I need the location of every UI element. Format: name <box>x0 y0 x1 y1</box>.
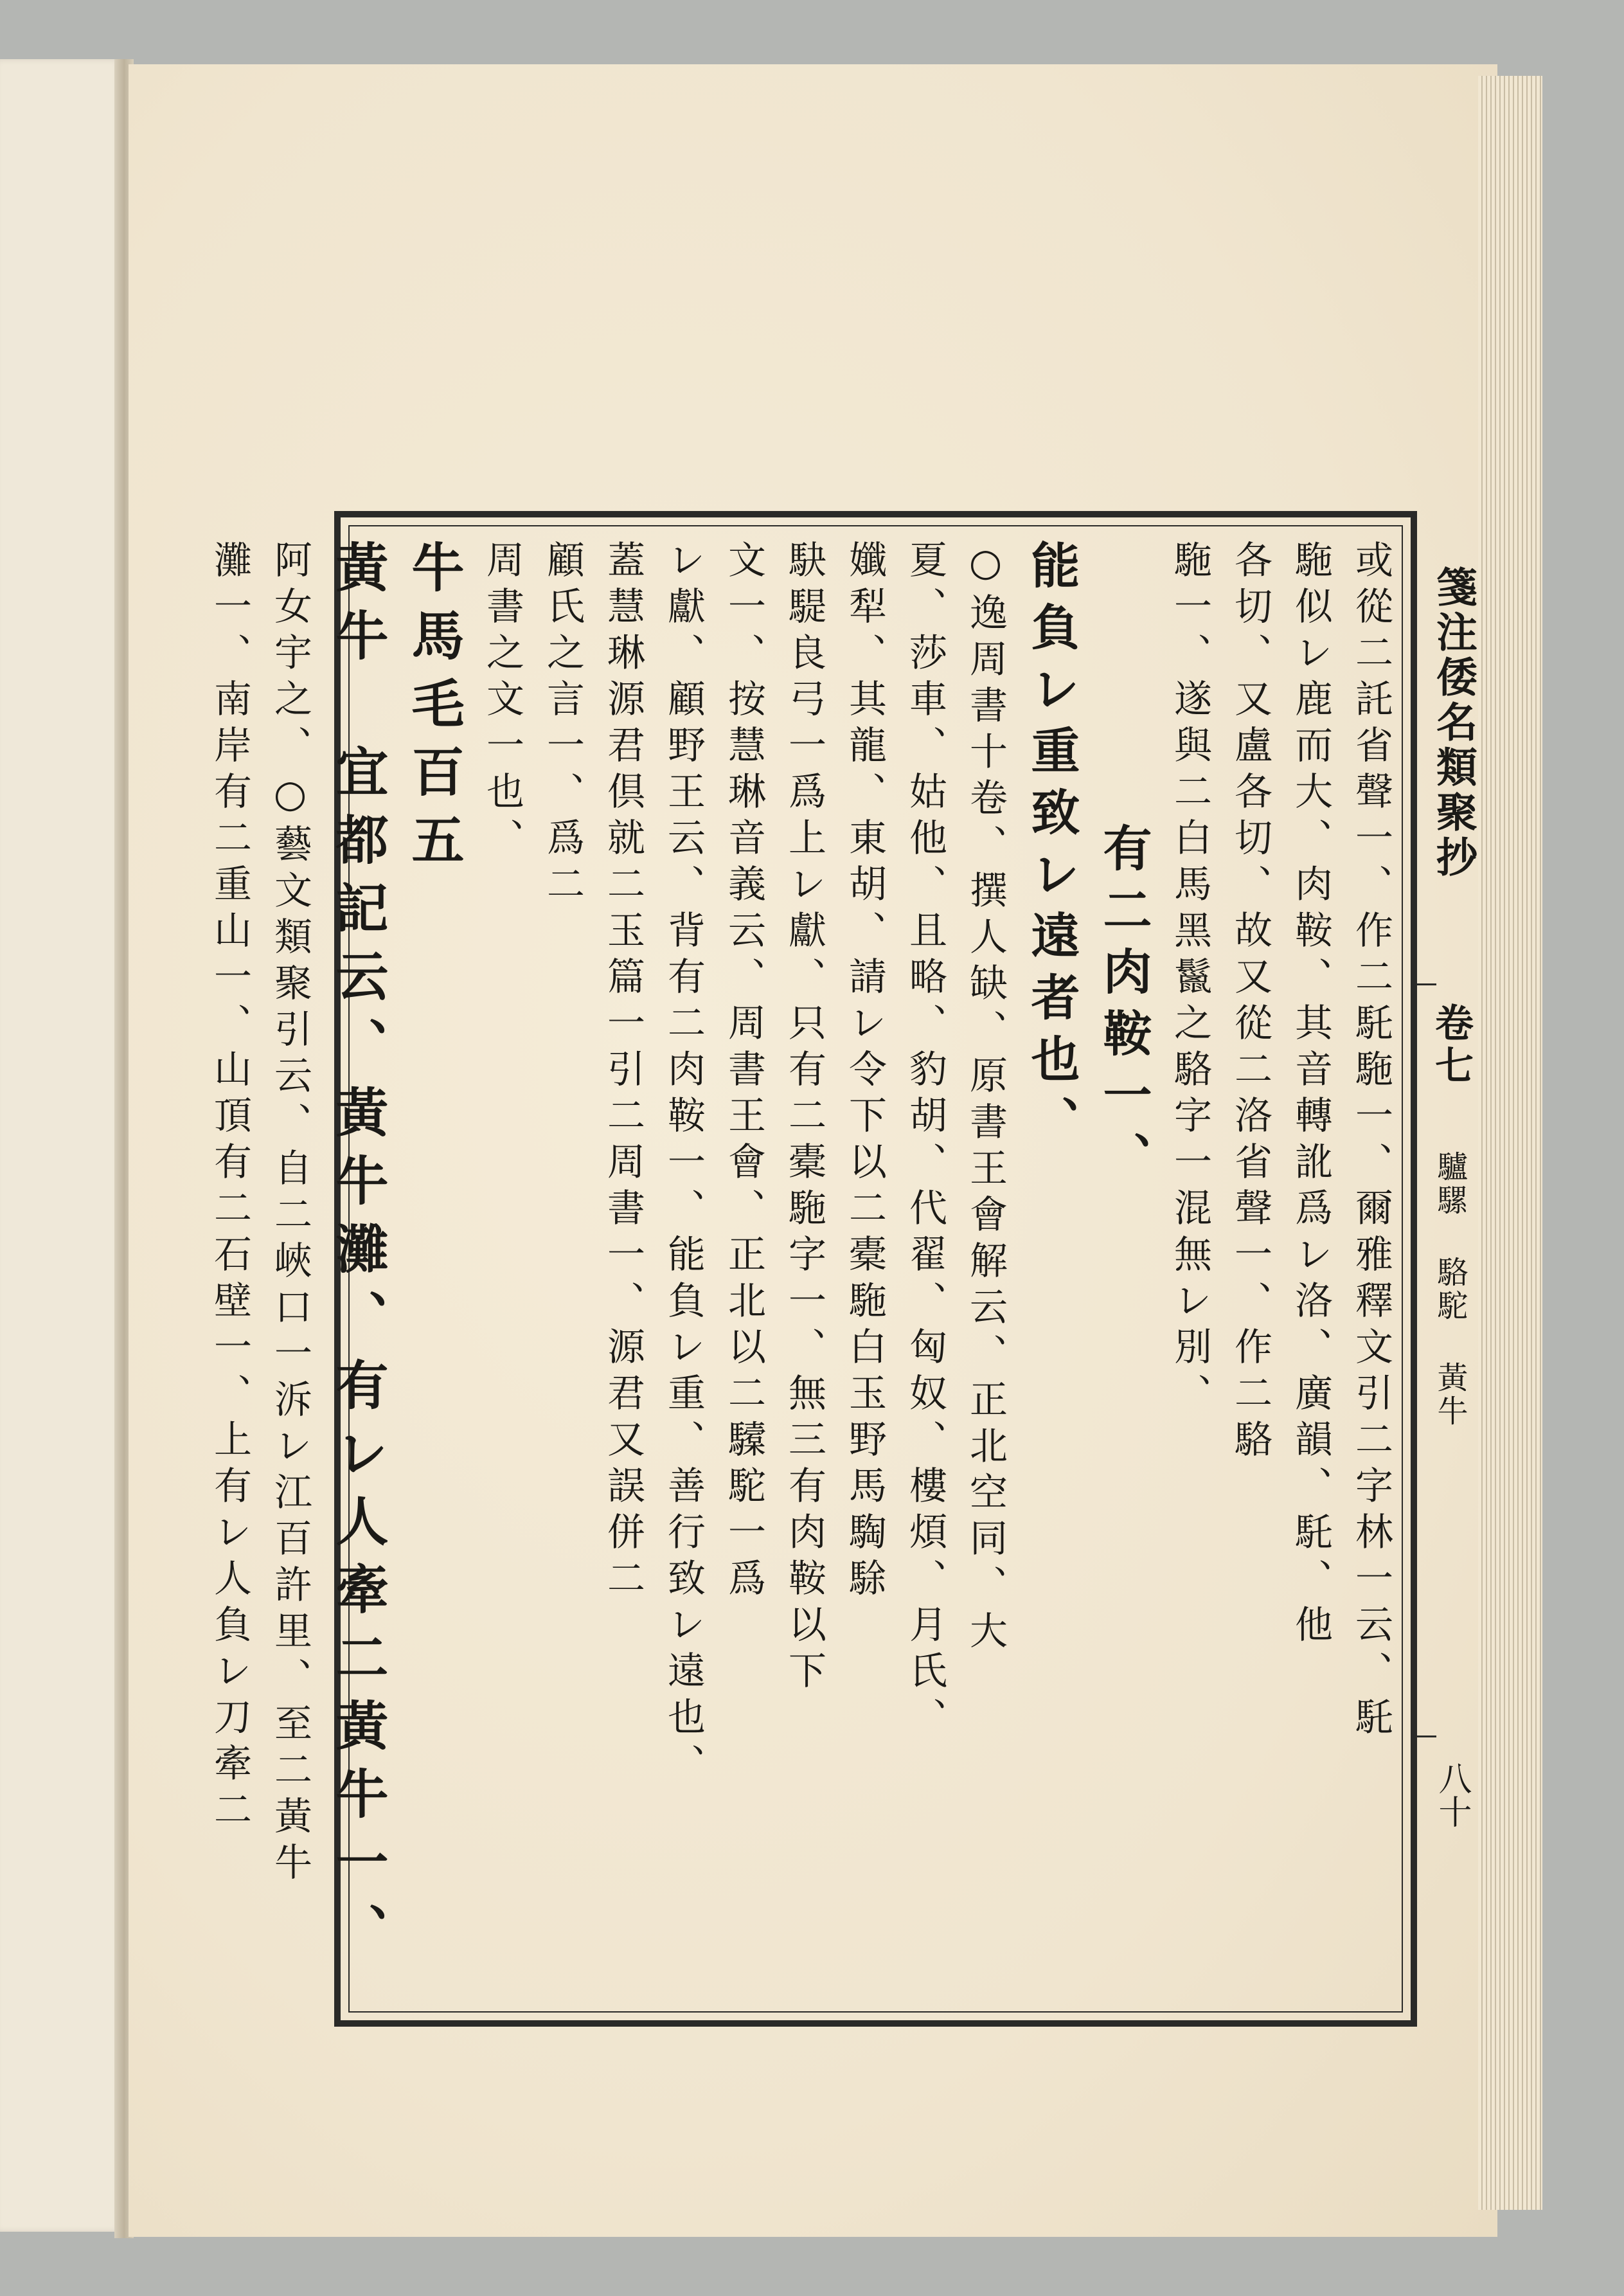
text-column: 顧氏之言一、爲二 <box>540 540 585 910</box>
text-column-large: 能負レ重致レ遠者也、 <box>1023 540 1080 1157</box>
page-number: 八十 <box>1432 1761 1471 1828</box>
text-column: 夏、莎車、姑他、且略、豹胡、代翟、匈奴、樓煩、月氏、 <box>903 540 947 1743</box>
margin-rule-upper <box>1411 983 1436 985</box>
main-text <box>208 540 1401 2015</box>
volume-number: 卷七 <box>1429 1003 1474 1088</box>
text-column-large: 有二肉鞍一、 <box>1095 823 1152 1193</box>
text-column: 文一、按慧琳音義云、周書王會、正北以二驝駝一爲 <box>722 540 766 1604</box>
text-column: 各切、又盧各切、故又從二洛省聲一、作二駱 <box>1228 540 1272 1466</box>
section-heading: 牛馬毛百五 <box>403 540 465 881</box>
text-column: 周書之文一也、 <box>480 540 524 864</box>
margin-column-rule <box>1411 546 1413 2025</box>
book-title: 箋注倭名類聚抄 <box>1429 566 1477 881</box>
text-column: 駞似レ鹿而大、肉鞍、其音轉訛爲レ洛、廣韻、馲、他 <box>1289 540 1333 1651</box>
text-column: レ獻、顧野王云、背有二肉鞍一、能負レ重、善行致レ遠也、 <box>661 540 706 1789</box>
text-column: ○逸周書十卷、撰人缺、原書王會解云、正北空同、大 <box>963 540 1008 1657</box>
text-column: 或從二託省聲一、作二馲駞一、爾雅釋文引二字林一云、馲 <box>1349 540 1393 1743</box>
margin-rule-lower <box>1411 1735 1436 1737</box>
left-page <box>0 59 122 2232</box>
text-column: 駞一、遂與二白馬黑鬣之駱字一混無レ別、 <box>1168 540 1212 1419</box>
entry-headword: 黃牛 宜都記云、黃牛灘、有レ人牽二黃牛一、 <box>327 540 389 1971</box>
text-column: 灘一、南岸有二重山一、山頂有二石壁一、上有レ人負レ刀牽二 <box>208 540 252 1836</box>
text-column: 阿女宇之、○藝文類聚引云、自二峽口一泝レ江百許里、至二黃牛 <box>268 540 312 1888</box>
text-column: 駃騠良弓一爲上レ獻、只有二橐駞字一、無三有肉鞍以下 <box>782 540 826 1697</box>
text-column: 蓋慧琳源君倶就二玉篇一引二周書一、源君又誤併二 <box>601 540 645 1604</box>
page-edges <box>1478 76 1542 2210</box>
text-column: 孅犁、其龍、東胡、請レ令下以二橐駞白玉野馬騊駼 <box>843 540 887 1604</box>
page-headwords: 驢騾 駱駝 黃牛 <box>1432 1151 1468 1428</box>
